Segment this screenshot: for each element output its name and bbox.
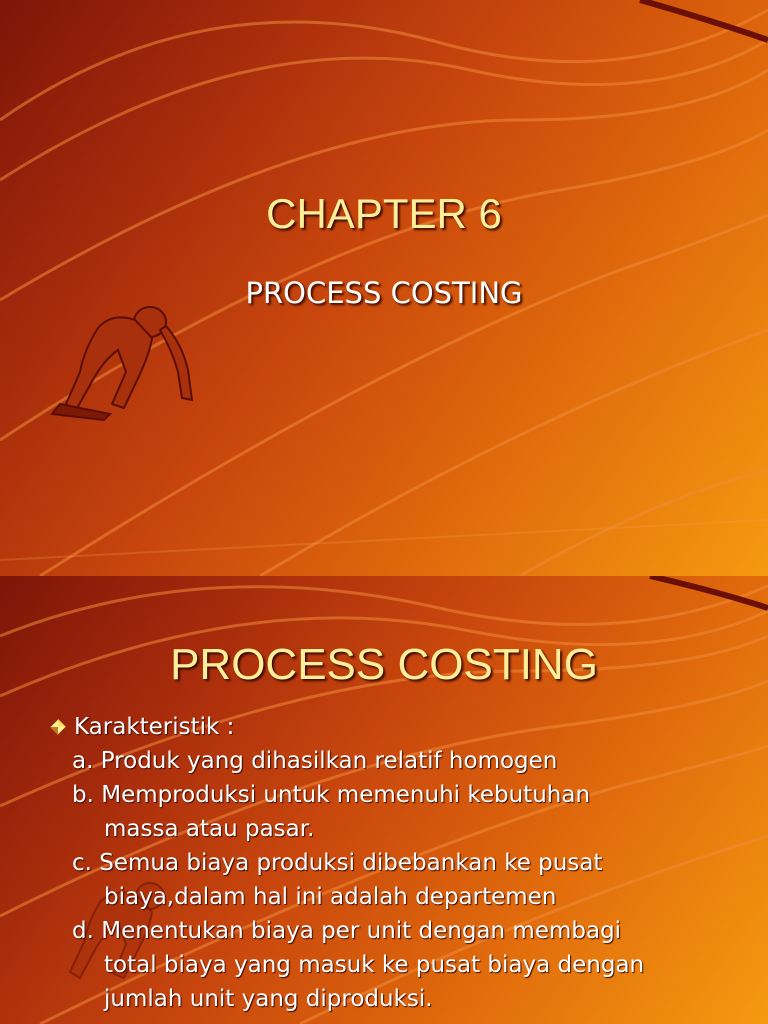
list-item-d-continuation-1: total biaya yang masuk ke pusat biaya dengan	[104, 952, 645, 978]
diamond-bullet-icon	[48, 717, 68, 737]
slide-body	[48, 710, 748, 1016]
list-item-b: b. Memproduksi untuk memenuhi kebutuhan	[72, 782, 591, 808]
list-item-d: d. Menentukan biaya per unit dengan membagi	[72, 918, 622, 944]
list-item-b-continuation: massa atau pasar.	[104, 816, 315, 842]
list-item-d-continuation-2: jumlah unit yang diproduksi.	[104, 986, 433, 1012]
bullet-text: Karakteristik :	[74, 714, 235, 740]
list-item-a: a. Produk yang dihasilkan relatif homogen	[72, 748, 558, 774]
slide-2	[0, 576, 768, 1024]
list-item-c-continuation: biaya,dalam hal ini adalah departemen	[104, 884, 557, 910]
slide-title: CHAPTER 6	[266, 190, 502, 237]
bullet-item	[48, 710, 748, 744]
sprinter-silhouette-icon	[52, 307, 192, 420]
list-item-c: c. Semua biaya produksi dibebankan ke pusat	[72, 850, 603, 876]
slide-subtitle: PROCESS COSTING	[245, 276, 523, 310]
slide-title: PROCESS COSTING	[170, 640, 598, 689]
